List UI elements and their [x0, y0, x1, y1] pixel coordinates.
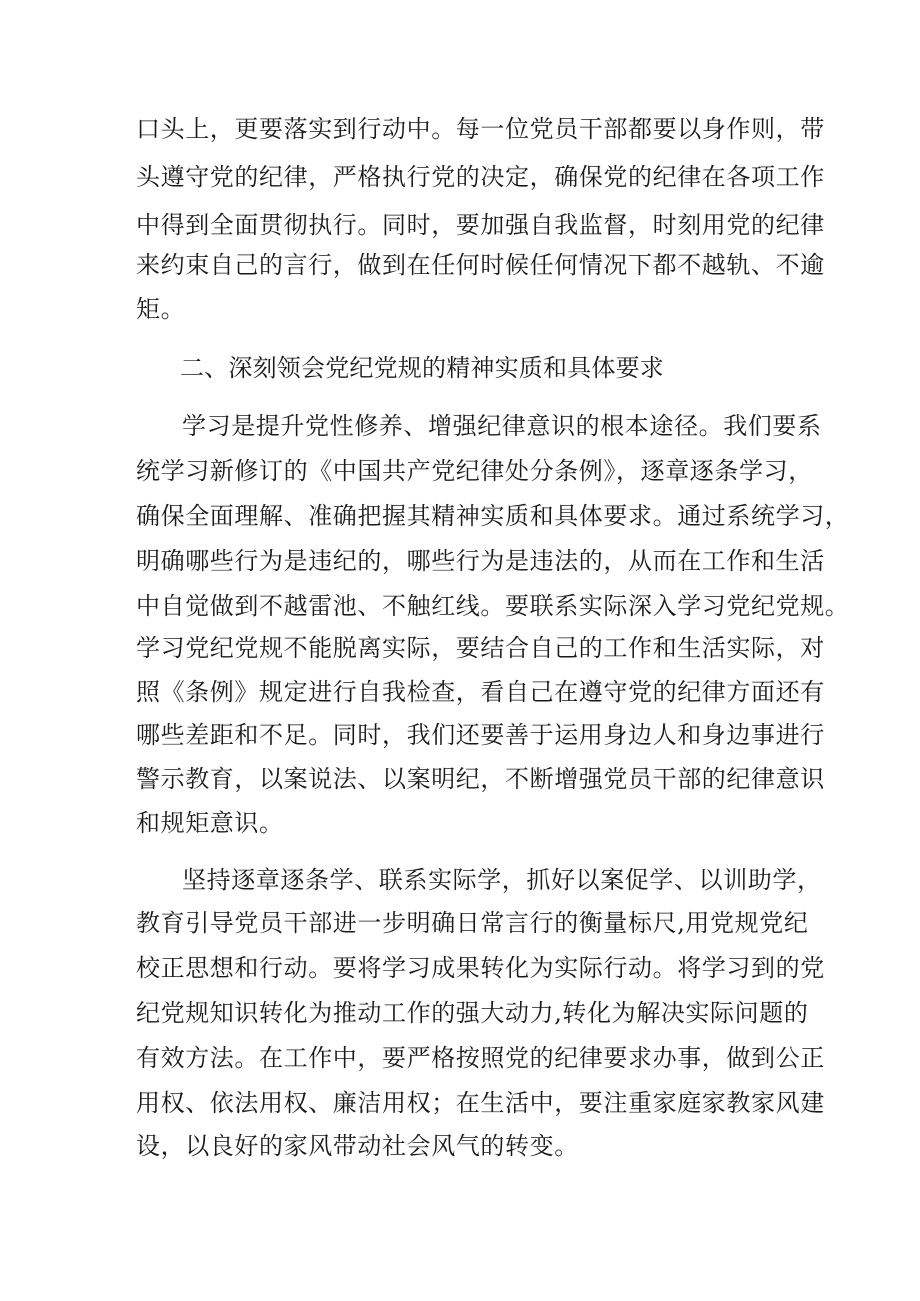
paragraph-study-line: 明确哪些行为是违纪的，哪些行为是违法的，从而在工作和生活 — [136, 547, 825, 575]
paragraph-intro-line: 矩。 — [136, 295, 186, 323]
paragraph-study-line: 学习是提升党性修养、增强纪律意识的根本途径。我们要系 — [182, 412, 822, 440]
paragraph-intro-line: 来约束自己的言行，做到在任何时候任何情况下都不越轨、不逾 — [136, 251, 825, 279]
paragraph-practice-line: 坚持逐章逐条学、联系实际学，抓好以案促学、以训助学， — [182, 866, 822, 894]
paragraph-practice-line: 有效方法。在工作中，要严格按照党的纪律要求办事，做到公正 — [136, 1044, 825, 1072]
paragraph-practice-line: 教育引导党员干部进一步明确日常言行的衡量标尺,用党规党纪 — [136, 909, 809, 937]
paragraph-practice-line: 校正思想和行动。要将学习成果转化为实际行动。将学习到的党 — [136, 954, 825, 982]
paragraph-intro-line: 头遵守党的纪律，严格执行党的决定，确保党的纪律在各项工作 — [136, 163, 825, 191]
paragraph-study-line: 照《条例》规定进行自我检查，看自己在遵守党的纪律方面还有 — [136, 678, 825, 706]
paragraph-study-line: 中自觉做到不越雷池、不触红线。要联系实际深入学习党纪党规。 — [136, 592, 850, 620]
paragraph-practice-line: 纪党规知识转化为推动工作的强大动力,转化为解决实际问题的 — [136, 999, 809, 1027]
paragraph-study-line: 学习党纪党规不能脱离实际，要结合自己的工作和生活实际，对 — [136, 634, 825, 662]
paragraph-intro-line: 口头上，更要落实到行动中。每一位党员干部都要以身作则，带 — [136, 115, 825, 143]
paragraph-study-line: 确保全面理解、准确把握其精神实质和具体要求。通过系统学习， — [136, 502, 850, 530]
paragraph-study-line: 和规矩意识。 — [136, 809, 284, 837]
paragraph-practice-line: 用权、依法用权、廉洁用权；在生活中，要注重家庭家教家风建 — [136, 1089, 825, 1117]
paragraph-study-line: 统学习新修订的《中国共产党纪律处分条例》，逐章逐条学习， — [136, 457, 813, 485]
paragraph-study-line: 警示教育，以案说法、以案明纪，不断增强党员干部的纪律意识 — [136, 765, 825, 793]
paragraph-intro-line: 中得到全面贯彻执行。同时，要加强自我监督，时刻用党的纪律 — [136, 211, 825, 239]
section-heading: 二、深刻领会党纪党规的精神实质和具体要求 — [180, 354, 664, 382]
paragraph-practice-line: 设，以良好的家风带动社会风气的转变。 — [136, 1132, 579, 1160]
paragraph-study-line: 哪些差距和不足。同时，我们还要善于运用身边人和身边事进行 — [136, 721, 825, 749]
